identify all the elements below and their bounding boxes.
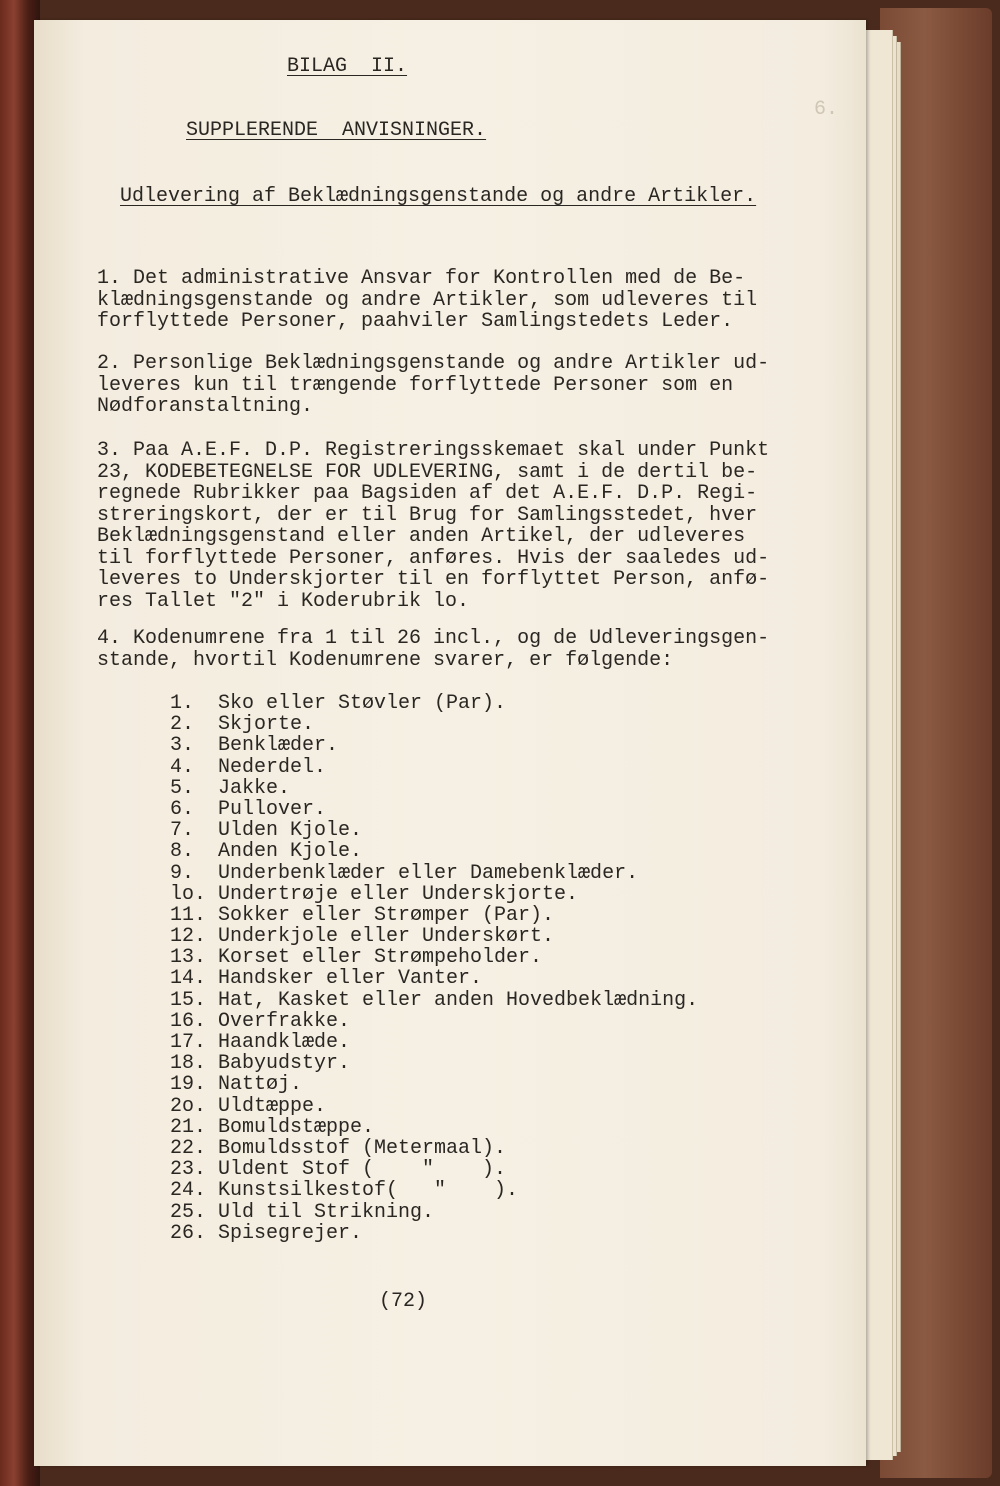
page-stack-edge	[862, 30, 893, 1460]
item-number: 2o.	[170, 1094, 207, 1118]
item-text: Anden Kjole.	[218, 840, 363, 864]
item-number: 23.	[170, 1158, 207, 1182]
item-number: 12.	[170, 925, 207, 949]
item-text: Haandklæde.	[218, 1031, 351, 1054]
item-text: Uldtæppe.	[218, 1094, 327, 1118]
item-number: 1.	[170, 692, 195, 715]
paragraph-4	[97, 628, 817, 671]
item-number: 18.	[170, 1052, 207, 1076]
paragraph-line: stande, hvortil Kodenumrene svarer, er følgende:	[97, 648, 674, 672]
item-number: 22.	[170, 1136, 207, 1160]
item-text: Kunstsilkestof( " ).	[218, 1179, 519, 1203]
item-text: Ulden Kjole.	[218, 819, 363, 843]
item-text: Overfrakke.	[218, 1009, 351, 1033]
item-number: 8.	[170, 840, 195, 864]
item-number: 2.	[170, 713, 195, 737]
item-text: Pullover.	[218, 797, 327, 821]
item-number: 15.	[170, 988, 207, 1012]
item-text: Benklæder.	[218, 734, 339, 758]
item-text: Handsker eller Vanter.	[218, 967, 483, 991]
item-text: Nattøj.	[218, 1073, 303, 1097]
paragraph-line: 4. Kodenumrene fra 1 til 26 incl., og de Udleveringsgen-	[97, 627, 770, 650]
item-text: Undertrøje eller Underskjorte.	[218, 882, 579, 906]
paragraph-line: forflyttede Personer, paahviler Samlingstedets Leder.	[97, 310, 734, 333]
paragraph-line: klædningsgenstande og andre Artikler, som udleveres til	[97, 288, 758, 312]
item-number: 14.	[170, 967, 207, 991]
paragraph-2	[97, 353, 817, 418]
page-number: (72)	[379, 1290, 428, 1313]
section-heading: SUPPLERENDE ANVISNINGER.	[186, 119, 487, 142]
item-text: Sokker eller Strømper (Par).	[218, 903, 555, 927]
paragraph-line: til forflyttede Personer, anføres. Hvis der saaledes ud-	[97, 546, 770, 570]
item-text: Korset eller Strømpeholder.	[218, 946, 543, 970]
paragraph-1	[97, 268, 817, 333]
item-text: Uld til Strikning.	[218, 1200, 435, 1224]
item-number: 7.	[170, 819, 195, 843]
item-number: 5.	[170, 776, 195, 800]
item-text: Babyudstyr.	[218, 1052, 351, 1076]
paragraph-line: Beklædningsgenstand eller anden Artikel, der udleveres	[97, 525, 746, 548]
item-number: 6.	[170, 797, 195, 821]
item-number: 24.	[170, 1179, 207, 1203]
item-number: 21.	[170, 1115, 207, 1139]
item-number: 13.	[170, 946, 207, 970]
item-text: Sko eller Støvler (Par).	[218, 692, 507, 715]
paragraph-3	[97, 440, 817, 612]
item-text: Underkjole eller Underskørt.	[218, 925, 555, 949]
paragraph-line: res Tallet "2" i Koderubrik lo.	[97, 589, 470, 613]
bleed-through-number: 6.	[814, 98, 839, 121]
paragraph-line: 3. Paa A.E.F. D.P. Registreringsskemaet skal under Punkt	[97, 439, 770, 462]
item-number: 25.	[170, 1200, 207, 1224]
item-text: Underbenklæder eller Damebenklæder.	[218, 861, 639, 885]
item-number: 19.	[170, 1073, 207, 1097]
paragraph-line: leveres to Underskjorter til en forflyttet Person, anfø-	[97, 568, 770, 591]
item-number: 17.	[170, 1031, 207, 1054]
paragraph-line: 2. Personlige Beklædningsgenstande og andre Artikler ud-	[97, 352, 770, 375]
paragraph-line: 23, KODEBETEGNELSE FOR UDLEVERING, samt i de dertil be-	[97, 460, 758, 484]
item-text: Bomuldsstof (Metermaal).	[218, 1136, 507, 1160]
item-number: 11.	[170, 903, 207, 927]
paragraph-line: streringskort, der er til Brug for Samlingsstedet, hver	[97, 503, 758, 527]
item-text: Uldent Stof ( " ).	[218, 1158, 507, 1182]
item-number: 16.	[170, 1009, 207, 1033]
item-text: Skjorte.	[218, 713, 315, 737]
item-text: Hat, Kasket eller anden Hovedbeklædning.	[218, 988, 699, 1012]
paragraph-line: Nødforanstaltning.	[97, 395, 314, 418]
paragraph-line: regnede Rubrikker paa Bagsiden af det A.E.F. D.P. Regi-	[97, 482, 758, 505]
item-text: Jakke.	[218, 776, 291, 800]
item-number: 9.	[170, 861, 195, 885]
paragraph-line: 1. Det administrative Ansvar for Kontrollen med de Be-	[97, 267, 746, 290]
item-text: Nederdel.	[218, 755, 327, 779]
paragraph-line: leveres kun til trængende forflyttede Personer som en	[97, 373, 734, 397]
subsection-heading: Udlevering af Beklædningsgenstande og andre Artikler.	[120, 185, 757, 208]
item-number: 4.	[170, 755, 195, 779]
item-text: Bomuldstæppe.	[218, 1115, 375, 1139]
item-number: 3.	[170, 734, 195, 758]
item-number: lo.	[170, 882, 207, 906]
item-text: Spisegrejer.	[218, 1221, 363, 1245]
document-page	[34, 20, 866, 1466]
item-number: 26.	[170, 1221, 207, 1245]
appendix-heading: BILAG II.	[287, 55, 408, 78]
